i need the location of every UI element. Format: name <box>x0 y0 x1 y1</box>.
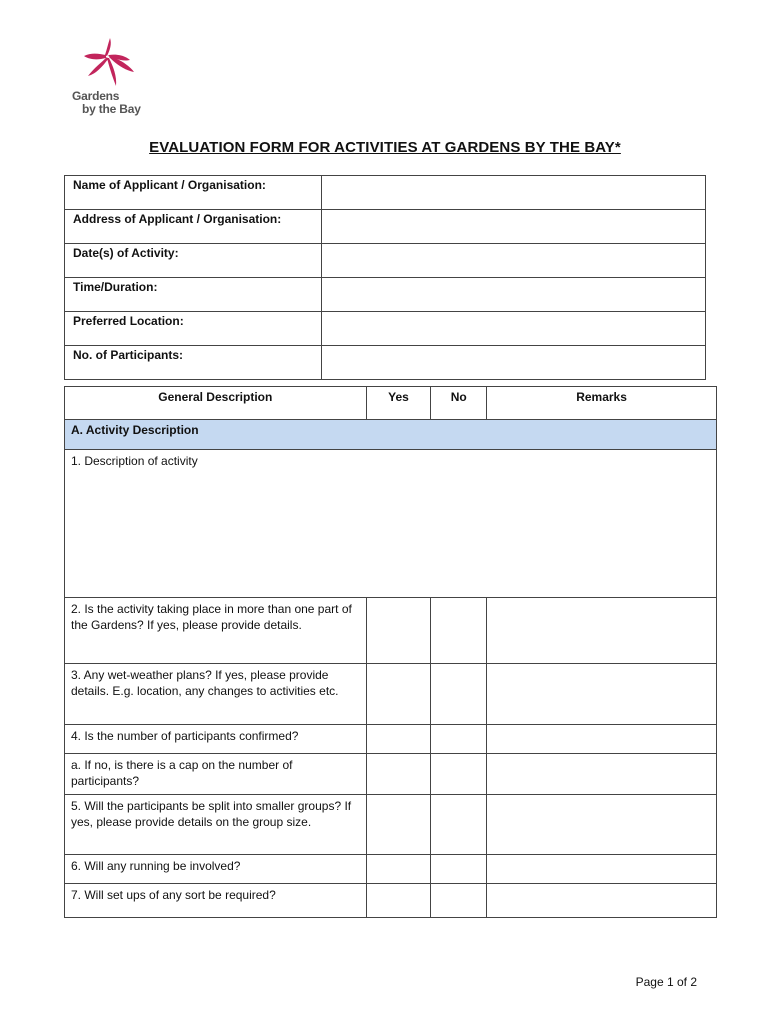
remarks-cell[interactable] <box>487 884 717 918</box>
section-a-heading: A. Activity Description <box>65 420 717 450</box>
header-description: General Description <box>65 387 367 420</box>
gardens-by-the-bay-logo <box>72 36 152 120</box>
header-yes: Yes <box>366 387 431 420</box>
evaluation-table <box>64 386 717 918</box>
yes-cell[interactable] <box>366 725 431 754</box>
activity-description-field[interactable]: 1. Description of activity <box>65 450 717 598</box>
yes-cell[interactable] <box>366 855 431 884</box>
remarks-cell[interactable] <box>487 855 717 884</box>
table-row <box>65 664 717 725</box>
info-row <box>65 346 706 380</box>
question-text: 4. Is the number of participants confirmed? <box>65 725 367 754</box>
applicant-address-field[interactable] <box>322 210 706 244</box>
remarks-cell[interactable] <box>487 664 717 725</box>
question-text: 5. Will the participants be split into smaller groups? If yes, please provide details on the group size. <box>65 795 367 855</box>
info-row <box>65 210 706 244</box>
yes-cell[interactable] <box>366 795 431 855</box>
duration-field[interactable] <box>322 278 706 312</box>
question-text: a. If no, is there is a cap on the number of participants? <box>65 754 367 795</box>
question-text: 2. Is the activity taking place in more than one part of the Gardens? If yes, please provide details. <box>65 598 367 664</box>
info-label: Date(s) of Activity: <box>65 244 322 278</box>
activity-date-field[interactable] <box>322 244 706 278</box>
section-row <box>65 420 717 450</box>
no-cell[interactable] <box>431 725 487 754</box>
remarks-cell[interactable] <box>487 725 717 754</box>
info-row <box>65 278 706 312</box>
no-cell[interactable] <box>431 598 487 664</box>
yes-cell[interactable] <box>366 598 431 664</box>
no-cell[interactable] <box>431 754 487 795</box>
header-no: No <box>431 387 487 420</box>
question-text: 6. Will any running be involved? <box>65 855 367 884</box>
no-cell[interactable] <box>431 664 487 725</box>
header-remarks: Remarks <box>487 387 717 420</box>
table-row <box>65 855 717 884</box>
no-cell[interactable] <box>431 884 487 918</box>
info-label: Name of Applicant / Organisation: <box>65 176 322 210</box>
table-row <box>65 795 717 855</box>
yes-cell[interactable] <box>366 754 431 795</box>
remarks-cell[interactable] <box>487 754 717 795</box>
no-cell[interactable] <box>431 855 487 884</box>
yes-cell[interactable] <box>366 884 431 918</box>
yes-cell[interactable] <box>366 664 431 725</box>
location-field[interactable] <box>322 312 706 346</box>
question-text: 3. Any wet-weather plans? If yes, please provide details. E.g. location, any changes to activities etc. <box>65 664 367 725</box>
applicant-info-table <box>64 175 706 380</box>
participants-field[interactable] <box>322 346 706 380</box>
page-number: Page 1 of 2 <box>635 975 697 989</box>
question-text: 7. Will set ups of any sort be required? <box>65 884 367 918</box>
table-row <box>65 884 717 918</box>
table-row <box>65 598 717 664</box>
remarks-cell[interactable] <box>487 795 717 855</box>
table-row <box>65 450 717 598</box>
table-row <box>65 725 717 754</box>
info-row <box>65 244 706 278</box>
info-label: Preferred Location: <box>65 312 322 346</box>
logo-line1: Gardens <box>72 89 120 103</box>
dragonfly-icon <box>76 36 138 88</box>
table-row <box>65 754 717 795</box>
no-cell[interactable] <box>431 795 487 855</box>
page-title: EVALUATION FORM FOR ACTIVITIES AT GARDENS BY THE BAY* <box>149 139 621 156</box>
header-row <box>65 387 717 420</box>
info-label: Time/Duration: <box>65 278 322 312</box>
applicant-name-field[interactable] <box>322 176 706 210</box>
info-label: Address of Applicant / Organisation: <box>65 210 322 244</box>
logo-wordmark <box>72 90 141 116</box>
info-row <box>65 312 706 346</box>
remarks-cell[interactable] <box>487 598 717 664</box>
info-label: No. of Participants: <box>65 346 322 380</box>
logo-line2: by the Bay <box>82 102 141 116</box>
info-row <box>65 176 706 210</box>
